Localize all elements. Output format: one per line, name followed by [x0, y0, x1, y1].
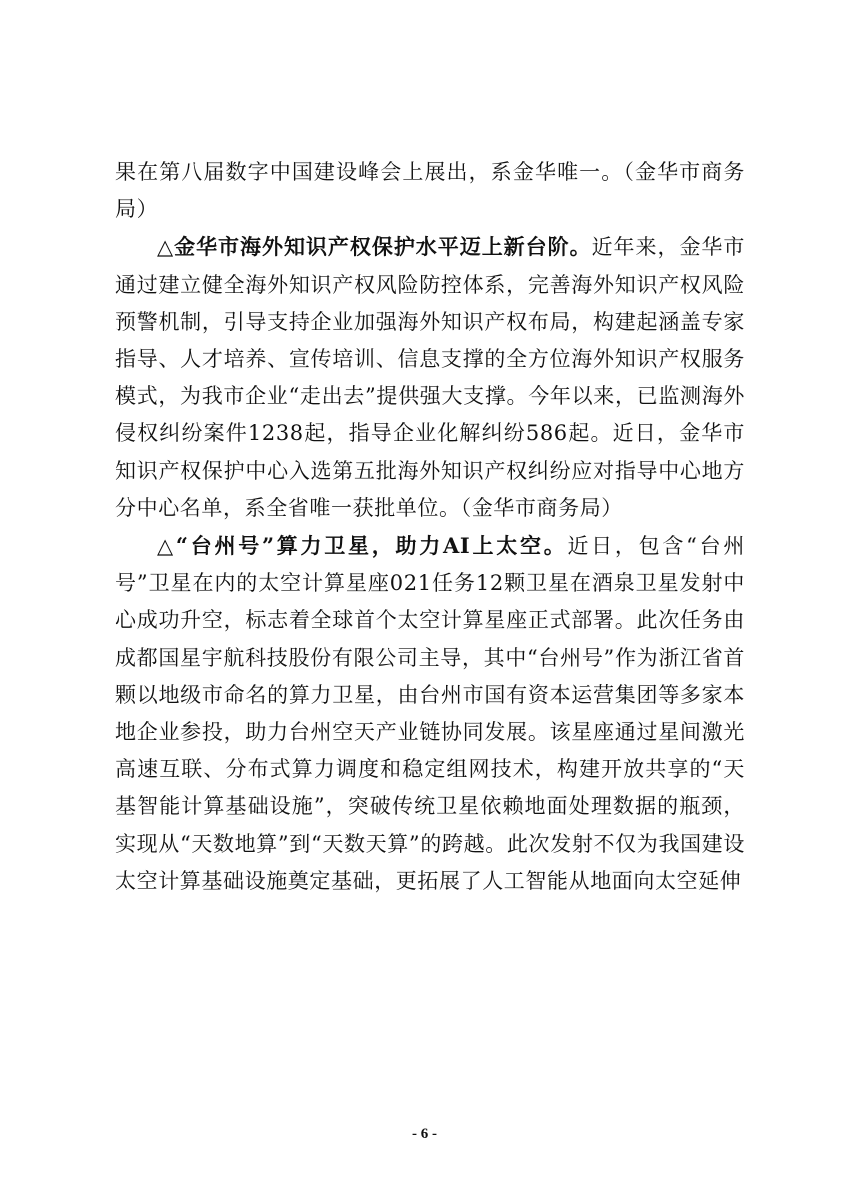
paragraph-headline: △“台州号”算力卫星，助力AI上太空。 [157, 533, 568, 559]
paragraph-text: 近年来，金华市通过建立健全海外知识产权风险防控体系，完善海外知识产权风险预警机制，引导支持企业加强海外知识产权布局，构建起涵盖专家指导、人才培养、宣传培训、信息支撑的全方位海外知识产权服务模式，为我市企业“走出去”提供强大支撑。今年以来，已监测海外侵权纠纷案件1238起，指导企业化解纠纷586起。近日，金华市知识产权保护中心入选第五批海外知识产权纠纷应对指导中心地方分中心名单，系全省唯一获批单位。（金华市商务局） [115, 235, 746, 520]
paragraph-jinhua-ip [115, 228, 745, 527]
document-body [115, 154, 745, 900]
paragraph-text: 近日，包含“台州号”卫星在内的太空计算星座021任务12颗卫星在酒泉卫星发射中心成功升空，标志着全球首个太空计算星座正式部署。此次任务由成都国星宇航科技股份有限公司主导，其中“台州号”作为浙江省首颗以地级市命名的算力卫星，由台州市国有资本运营集团等多家本地企业参投，助力台州空天产业链协同发展。该星座通过星间激光高速互联、分布式算力调度和稳定组网技术，构建开放共享的“天基智能计算基础设施”，突破传统卫星依赖地面处理数据的瓶颈，实现从“天数地算”到“天数天算”的跨越。此次发射不仅为我国建设太空计算基础设施奠定基础，更拓展了人工智能从地面向太空延伸 [115, 534, 745, 893]
paragraph-headline: △金华市海外知识产权保护水平迈上新台阶。 [157, 234, 592, 260]
page-number: - 6 - [412, 1126, 437, 1142]
paragraph-continuation [115, 154, 745, 228]
paragraph-taizhou-satellite [115, 527, 745, 900]
paragraph-text: 果在第八届数字中国建设峰会上展出，系金华唯一。（金华市商务局） [115, 160, 745, 222]
